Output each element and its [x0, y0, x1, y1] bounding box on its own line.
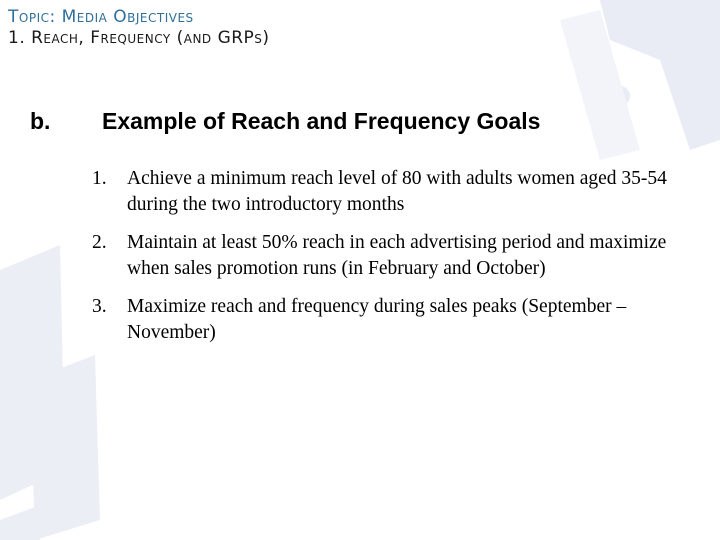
goal-number: 1. — [92, 168, 107, 189]
subtopic-title: 1. Reach, Frequency (and GRPs) — [8, 28, 270, 48]
goal-list — [92, 166, 692, 346]
topic-header — [8, 7, 270, 49]
goal-item-3 — [92, 294, 692, 346]
goal-text: Achieve a minimum reach level of 80 with adults women aged 35-54 during the two introductory months — [127, 168, 667, 215]
goal-text: Maintain at least 50% reach in each advertising period and maximize when sales promotion runs (in February and October) — [127, 232, 667, 279]
goal-number: 2. — [92, 232, 107, 253]
section-heading: Example of Reach and Frequency Goals — [102, 108, 541, 134]
goal-item-1 — [92, 166, 692, 218]
goal-item-2 — [92, 230, 692, 282]
section-marker: b. — [30, 108, 51, 134]
goal-text: Maximize reach and frequency during sales peaks (September – November) — [127, 296, 627, 343]
topic-title: Topic: Media Objectives — [8, 7, 194, 27]
goal-number: 3. — [92, 296, 107, 317]
